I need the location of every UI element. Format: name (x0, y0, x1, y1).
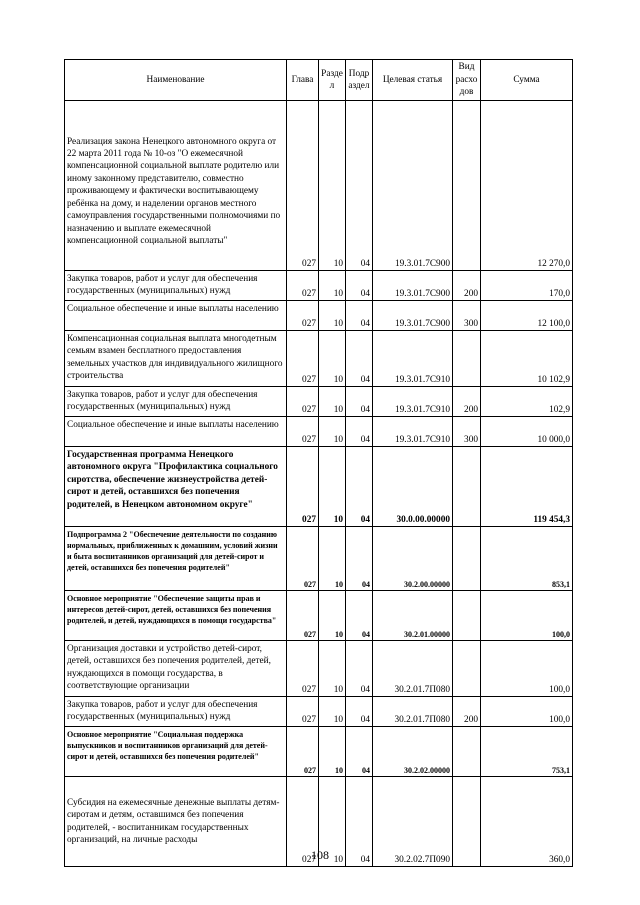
row-razdel: 10 (319, 527, 346, 591)
row-celevaya: 30.2.00.00000 (373, 527, 453, 591)
row-name: Реализация закона Ненецкого автономного округа от 22 марта 2011 года № 10-оз "О ежемесячной компенсационной социальной выплате родителю или иному законному представителю, совместно проживающему и фактически воспитывающему ребёнка на дому, и наделении органов местного самоуправления государственными полномочиями по назначению и выплате ежемесячной компенсационной социальной выплаты" (65, 101, 287, 271)
row-summa: 100,0 (481, 697, 573, 727)
row-podrazdel: 04 (346, 331, 373, 387)
row-summa: 753,1 (481, 727, 573, 777)
row-podrazdel: 04 (346, 591, 373, 641)
row-name: Субсидия на ежемесячные денежные выплаты детям-сиротам и детям, оставшимся без попечения родителей, - воспитанникам государственных организаций, на личные расходы (65, 777, 287, 867)
row-vid: 200 (453, 271, 481, 301)
row-razdel: 10 (319, 727, 346, 777)
row-celevaya: 19.3.01.7С900 (373, 301, 453, 331)
budget-table (64, 59, 573, 867)
row-name: Социальное обеспечение и иные выплаты населению (65, 301, 287, 331)
row-name: Социальное обеспечение и иные выплаты населению (65, 417, 287, 447)
row-name: Основное мероприятие "Обеспечение защиты прав и интересов детей-сирот, детей, оставшихся без попечения родителей, и детей, нуждающихся в помощи государства" (65, 591, 287, 641)
row-summa: 12 100,0 (481, 301, 573, 331)
table-row (65, 417, 573, 447)
row-podrazdel: 04 (346, 301, 373, 331)
row-razdel: 10 (319, 271, 346, 301)
row-podrazdel: 04 (346, 271, 373, 301)
row-razdel: 10 (319, 697, 346, 727)
row-vid (453, 447, 481, 527)
row-summa: 12 270,0 (481, 101, 573, 271)
header-name: Наименование (65, 60, 287, 101)
row-glava: 027 (287, 271, 319, 301)
row-vid: 200 (453, 697, 481, 727)
row-razdel: 10 (319, 417, 346, 447)
row-celevaya: 30.2.01.00000 (373, 591, 453, 641)
row-glava: 027 (287, 777, 319, 867)
table-row (65, 727, 573, 777)
row-celevaya: 30.2.02.7П090 (373, 777, 453, 867)
row-vid (453, 527, 481, 591)
row-glava: 027 (287, 331, 319, 387)
row-vid (453, 727, 481, 777)
row-podrazdel: 04 (346, 697, 373, 727)
row-razdel: 10 (319, 331, 346, 387)
row-glava: 027 (287, 387, 319, 417)
row-glava: 027 (287, 697, 319, 727)
row-vid (453, 591, 481, 641)
row-podrazdel: 04 (346, 447, 373, 527)
row-celevaya: 19.3.01.7С900 (373, 271, 453, 301)
row-podrazdel: 04 (346, 101, 373, 271)
header-celevaya: Целевая статья (373, 60, 453, 101)
table-row (65, 447, 573, 527)
row-summa: 119 454,3 (481, 447, 573, 527)
row-vid (453, 641, 481, 697)
row-summa: 100,0 (481, 641, 573, 697)
row-glava: 027 (287, 101, 319, 271)
row-summa: 170,0 (481, 271, 573, 301)
row-celevaya: 19.3.01.7С910 (373, 387, 453, 417)
table-row (65, 301, 573, 331)
row-vid: 300 (453, 301, 481, 331)
row-summa: 360,0 (481, 777, 573, 867)
table-row (65, 387, 573, 417)
row-glava: 027 (287, 417, 319, 447)
row-podrazdel: 04 (346, 777, 373, 867)
table-row (65, 271, 573, 301)
table-row (65, 331, 573, 387)
row-vid (453, 331, 481, 387)
row-razdel: 10 (319, 641, 346, 697)
row-summa: 102,9 (481, 387, 573, 417)
row-glava: 027 (287, 641, 319, 697)
row-podrazdel: 04 (346, 527, 373, 591)
row-celevaya: 19.3.01.7С910 (373, 331, 453, 387)
row-vid (453, 101, 481, 271)
row-razdel: 10 (319, 387, 346, 417)
row-glava: 027 (287, 727, 319, 777)
row-celevaya: 19.3.01.7С900 (373, 101, 453, 271)
table-row (65, 101, 573, 271)
row-summa: 853,1 (481, 527, 573, 591)
table-row (65, 591, 573, 641)
row-celevaya: 30.2.01.7П080 (373, 641, 453, 697)
row-name: Основное мероприятие "Социальная поддержка выпускников и воспитанников организаций для детей-сирот и детей, оставшихся без попечения родителей" (65, 727, 287, 777)
row-razdel: 10 (319, 777, 346, 867)
table-row (65, 641, 573, 697)
page-number: 108 (311, 848, 329, 862)
row-podrazdel: 04 (346, 641, 373, 697)
row-celevaya: 30.2.01.7П080 (373, 697, 453, 727)
row-celevaya: 30.2.02.00000 (373, 727, 453, 777)
row-summa: 10 000,0 (481, 417, 573, 447)
row-vid: 200 (453, 387, 481, 417)
row-summa: 100,0 (481, 591, 573, 641)
row-name: Государственная программа Ненецкого автономного округа "Профилактика социального сиротства, обеспечение жизнеустройства детей-сирот и детей, оставшихся без попечения родителей, в Ненецком автономном округе" (65, 447, 287, 527)
row-glava: 027 (287, 301, 319, 331)
row-podrazdel: 04 (346, 387, 373, 417)
row-glava: 027 (287, 591, 319, 641)
table-row (65, 697, 573, 727)
header-row (65, 60, 573, 101)
row-name: Закупка товаров, работ и услуг для обеспечения государственных (муниципальных) нужд (65, 387, 287, 417)
row-podrazdel: 04 (346, 727, 373, 777)
header-razdel: Разде л (319, 60, 346, 101)
header-glava: Глава (287, 60, 319, 101)
row-razdel: 10 (319, 301, 346, 331)
row-razdel: 10 (319, 101, 346, 271)
row-razdel: 10 (319, 447, 346, 527)
row-name: Компенсационная социальная выплата многодетным семьям взамен бесплатного предоставления земельных участков для индивидуального жилищного строительства (65, 331, 287, 387)
row-name: Подпрограмма 2 "Обеспечение деятельности по созданию нормальных, приближенных к домашним, условий жизни и быта воспитанников организаций для детей-сирот и детей, оставшихся без попечения родителей" (65, 527, 287, 591)
header-vid: Вид расхо дов (453, 60, 481, 101)
header-podrazdel: Подр аздел (346, 60, 373, 101)
header-summa: Сумма (481, 60, 573, 101)
row-summa: 10 102,9 (481, 331, 573, 387)
row-vid: 300 (453, 417, 481, 447)
row-name: Закупка товаров, работ и услуг для обеспечения государственных (муниципальных) нужд (65, 697, 287, 727)
row-glava: 027 (287, 527, 319, 591)
row-razdel: 10 (319, 591, 346, 641)
row-name: Закупка товаров, работ и услуг для обеспечения государственных (муниципальных) нужд (65, 271, 287, 301)
table-row (65, 527, 573, 591)
row-glava: 027 (287, 447, 319, 527)
row-celevaya: 30.0.00.00000 (373, 447, 453, 527)
row-podrazdel: 04 (346, 417, 373, 447)
row-name: Организация доставки и устройство детей-сирот, детей, оставшихся без попечения родителей, детей, нуждающихся в помощи государства, в соответствующие организации (65, 641, 287, 697)
row-celevaya: 19.3.01.7С910 (373, 417, 453, 447)
